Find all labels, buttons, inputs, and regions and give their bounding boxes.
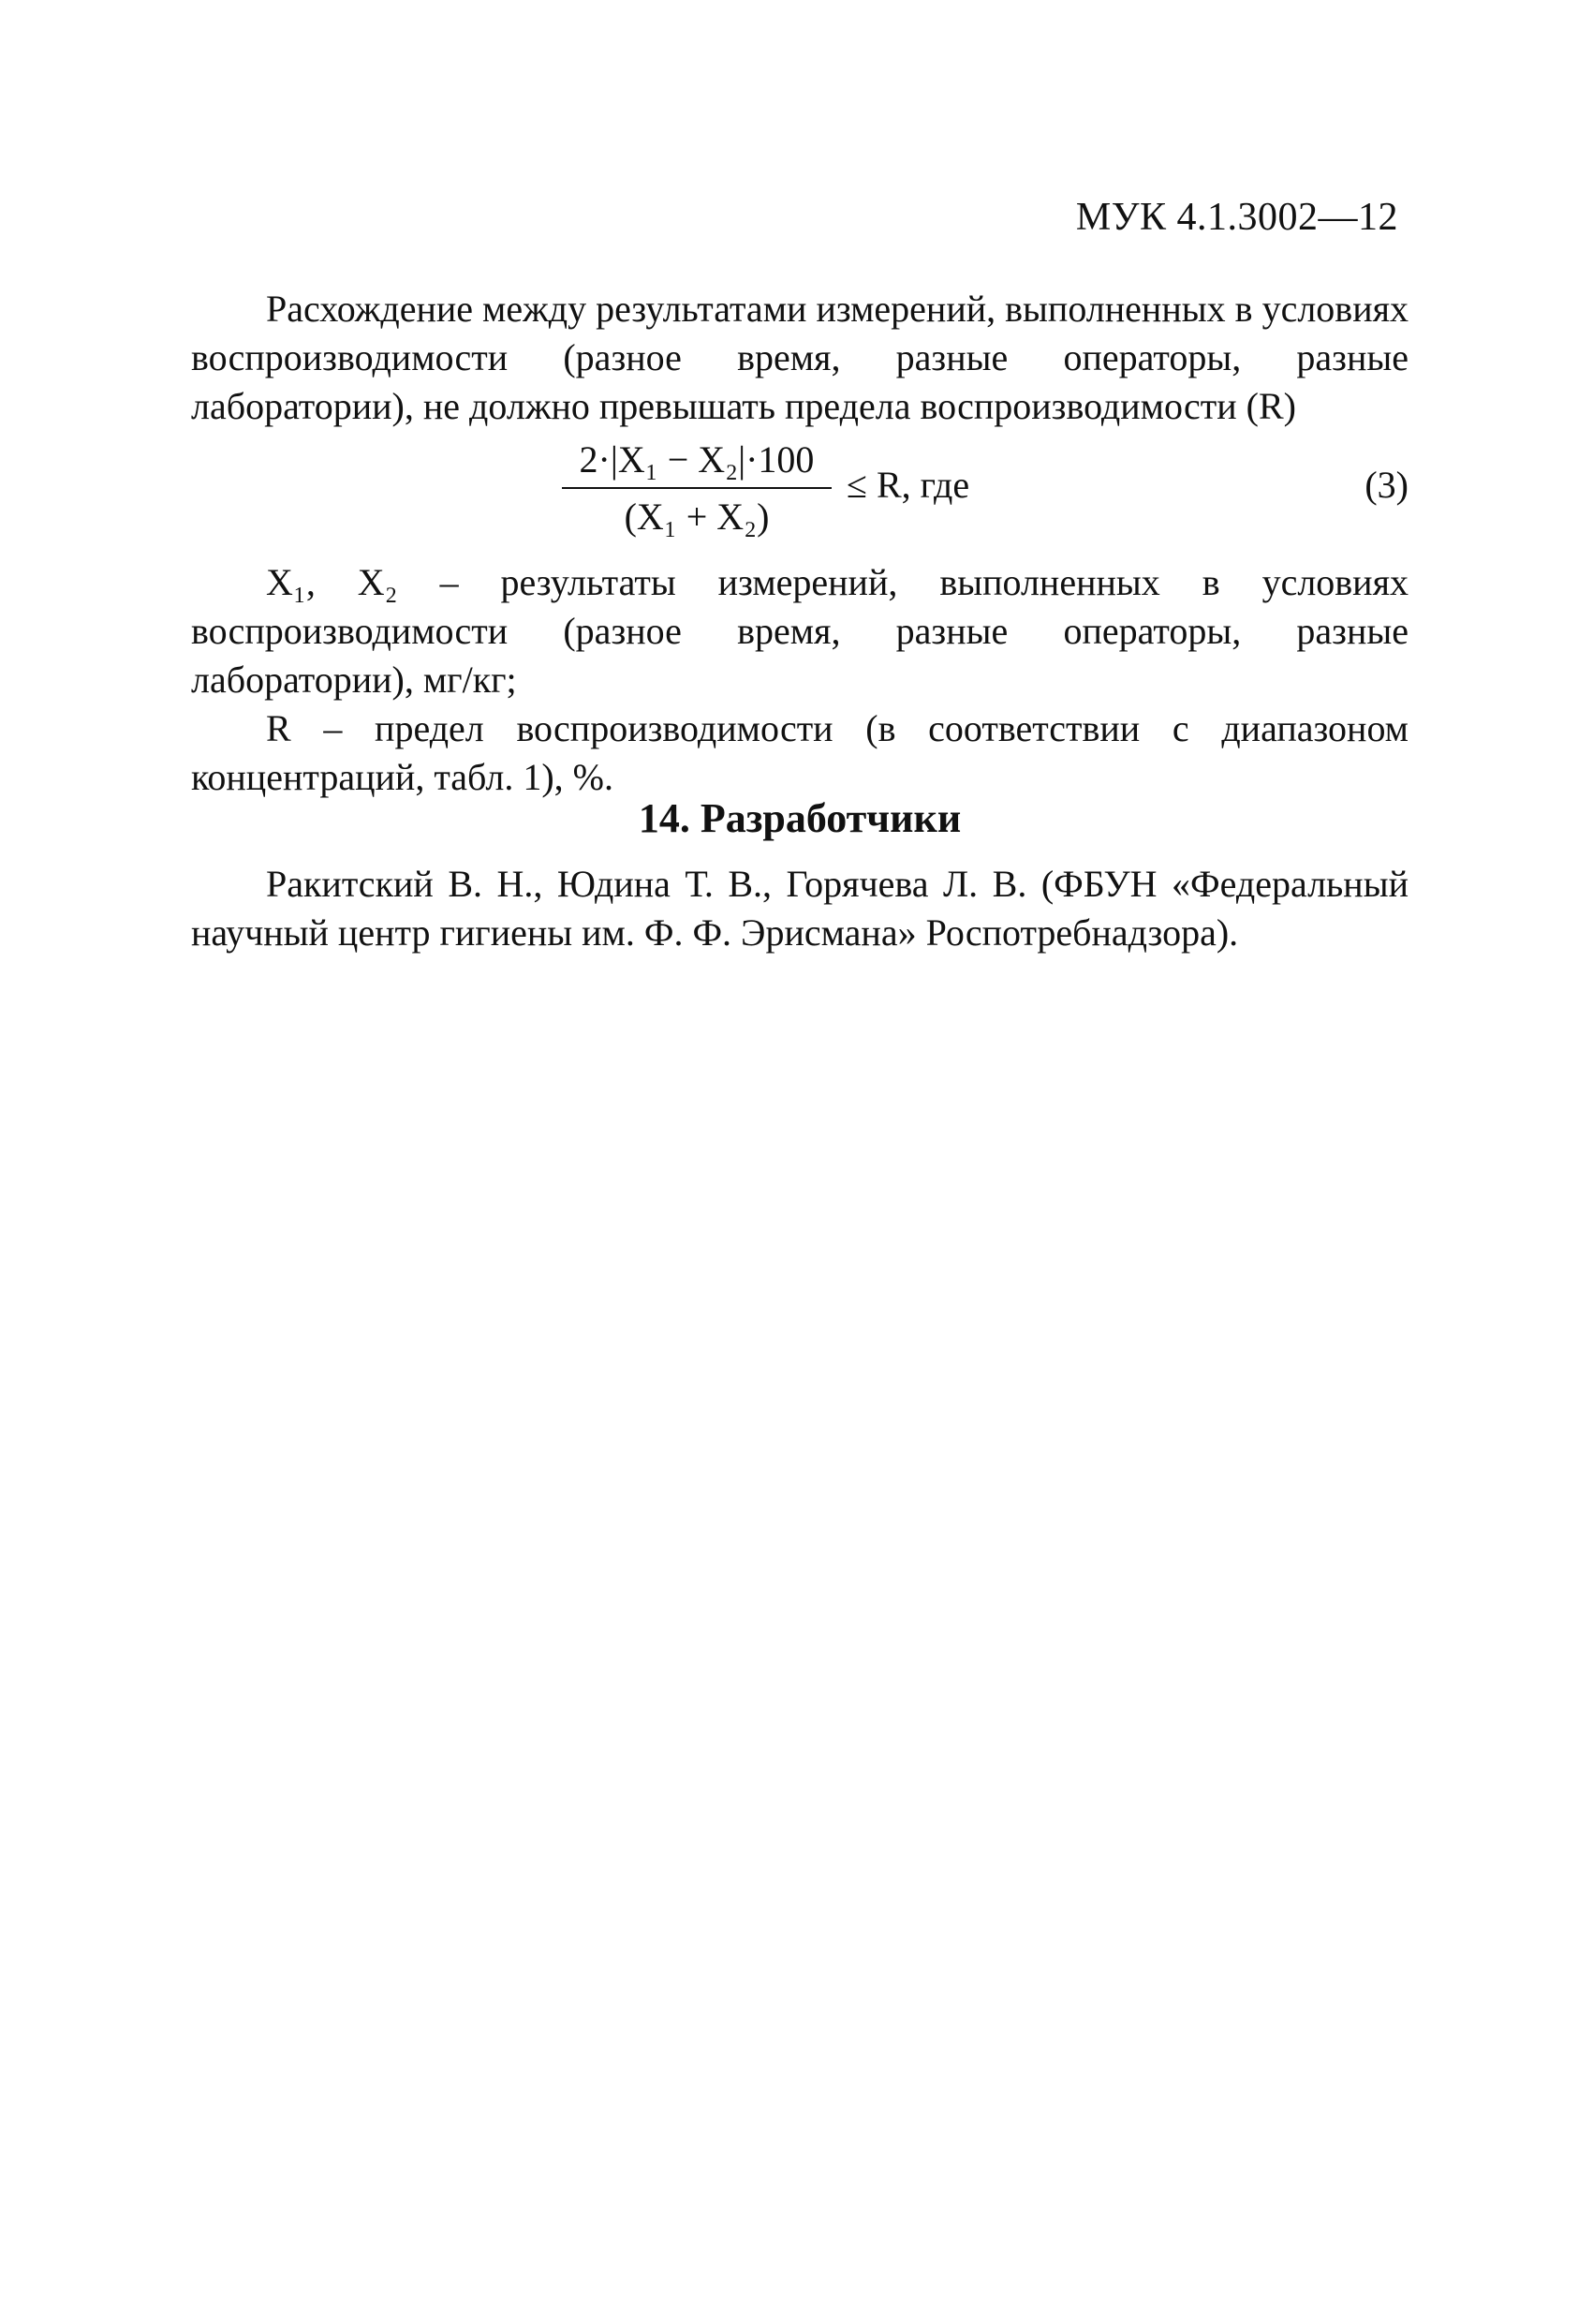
equation-number: (3) <box>1364 464 1409 506</box>
document-code: МУК 4.1.3002—12 <box>1075 196 1398 239</box>
reproducibility-paragraph <box>191 285 1409 431</box>
formula-relation: ≤ R, где <box>847 464 970 506</box>
formula-definitions <box>191 558 1409 802</box>
formula-fraction <box>556 435 837 543</box>
section-heading: 14. Разработчики <box>638 795 962 841</box>
formula-3 <box>191 435 1409 547</box>
formula-numerator: 2·|X₁ − X₂|·100 <box>579 438 815 481</box>
authors-text: Ракитский В. Н., Юдина Т. В., Горячева Л. В. (ФБУН «Федеральный научный центр гигиены им. Ф. Ф. Эрисмана» Роспотребнадзора). <box>191 863 1409 954</box>
authors-paragraph <box>191 860 1409 957</box>
formula-denominator: (X₁ + X₂) <box>624 496 770 538</box>
fraction-bar <box>562 487 832 489</box>
definition-x: X₁, X₂ – результаты измерений, выполненных в условиях воспроизводимости (разное время, разные операторы, разные лаборатории), мг/кг; <box>191 561 1409 701</box>
definition-r: R – предел воспроизводимости (в соответствии с диапазоном концентраций, табл. 1), %. <box>191 707 1409 798</box>
paragraph-text: Расхождение между результатами измерений, выполненных в условиях воспроизводимости (разное время, разные операторы, разные лаборатории), не должно превышать предела воспроизводимости (R) <box>191 288 1409 427</box>
